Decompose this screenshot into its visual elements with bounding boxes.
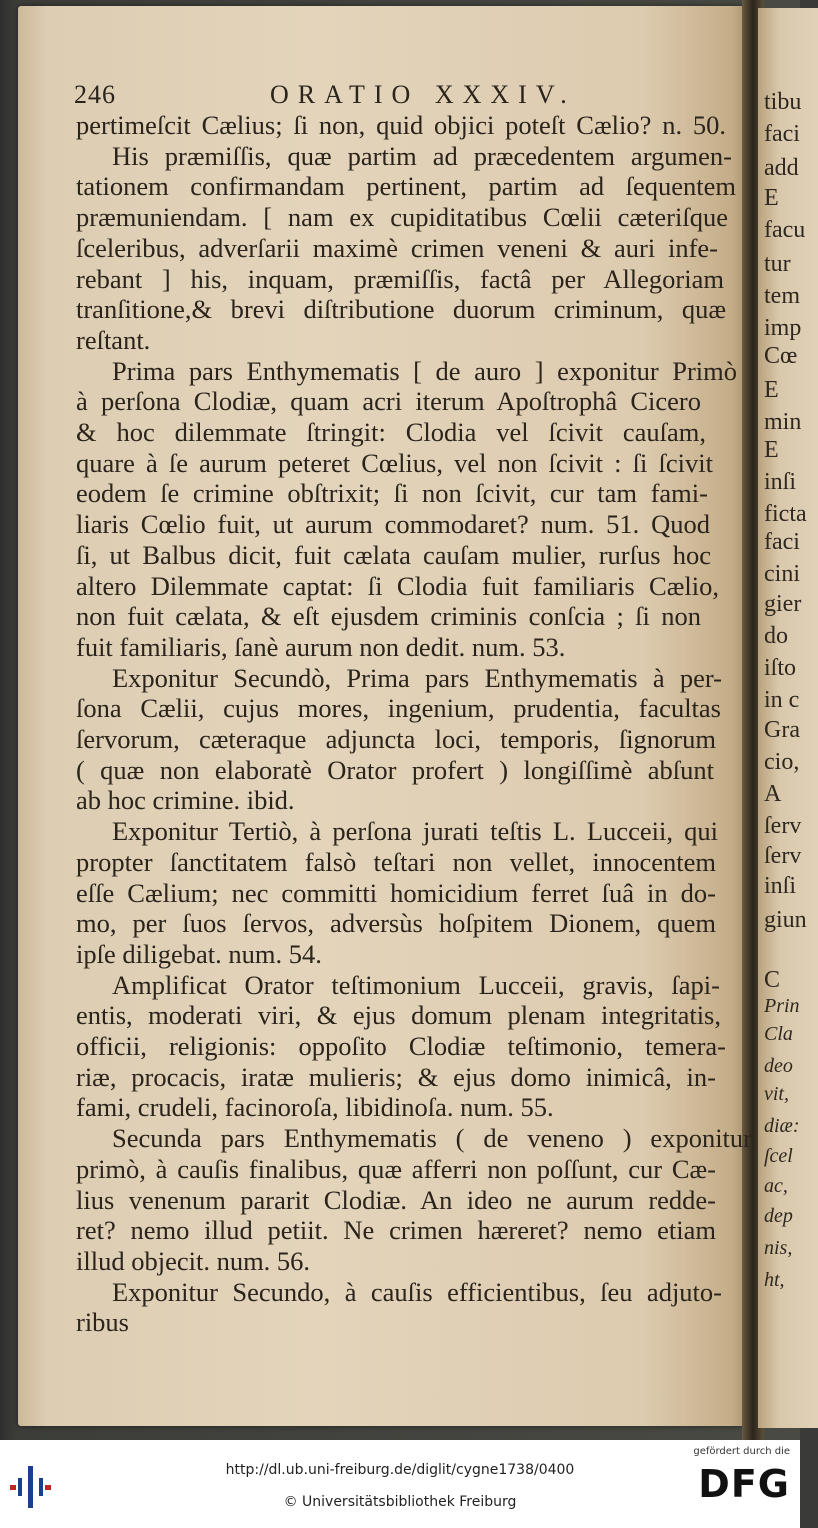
right-page-fragment: inſi [764, 469, 797, 495]
text-line: eſſe Cælium; nec committi homicidium ferret ſuâ in do- [76, 877, 716, 908]
text-line: tationem confirmandam pertinent, partim ad ſequentem [76, 171, 736, 202]
right-page-fragment: inſi [764, 873, 797, 899]
right-page-fragment: imp [764, 315, 802, 341]
right-page-fragment: tur [764, 251, 791, 277]
text-line: His præmiſſis, quæ partim ad præcedentem argumen- [112, 140, 732, 171]
right-page-fragment: Cœ [764, 343, 798, 369]
text-line: riæ, procacis, iratæ mulieris; & ejus domo inimicâ, in- [76, 1061, 716, 1092]
right-page-fragment: ht, [764, 1269, 785, 1291]
text-line: tranſitione,& brevi diſtributione duorum criminum, quæ [76, 294, 726, 325]
right-page-fragment: facu [764, 217, 806, 243]
text-line: altero Dilemmate captat: ſi Clodia fuit familiaris Cælio, [76, 570, 719, 601]
right-page-fragment: in c [764, 687, 800, 713]
text-line: Exponitur Secundò, Prima pars Enthymematis à per- [112, 662, 722, 693]
right-page-fragment: tibu [764, 89, 802, 115]
text-line: fami, crudeli, facinoroſa, libidinoſa. num. 55. [76, 1092, 554, 1123]
right-page-fragment: cini [764, 561, 800, 587]
right-page-fragment: faci [764, 121, 800, 147]
right-page-fragment: deo [764, 1055, 793, 1077]
text-line: rebant ] his, inquam, præmiſſis, factâ per Allegoriam [76, 263, 724, 294]
right-page-fragment: tem [764, 283, 800, 309]
right-page-fragment: ſerv [764, 843, 802, 869]
text-line: lius venenum pararit Clodiæ. An ideo ne aurum redde- [76, 1184, 716, 1215]
text-line: propter ſanctitatem falsò teſtari non vellet, innocentem [76, 846, 716, 877]
text-line: ſervorum, cæteraque adjuncta loci, temporis, ſignorum [76, 724, 716, 754]
text-line: entis, moderati viri, & ejus domum plenam integritatis, [76, 1000, 721, 1031]
right-page-fragment: ſcel [764, 1145, 793, 1167]
right-page-fragment: diæ: [764, 1115, 800, 1137]
page-number: 246 [74, 80, 116, 109]
right-page-fragment: Gra [764, 717, 800, 743]
text-line: ſceleribus, adverſarii maximè crimen veneni & auri infe- [76, 232, 718, 263]
right-page-fragment: gier [764, 591, 802, 617]
running-title: ORATIO XXXIV. [270, 80, 576, 109]
right-page-fragment: E [764, 437, 779, 463]
text-line: illud objecit. num. 56. [76, 1245, 311, 1276]
text-line: primò, à cauſis finalibus, quæ afferri non poſſunt, cur Cæ- [76, 1153, 716, 1184]
right-page-fragment: E [764, 185, 779, 211]
viewer-footer [0, 1440, 800, 1528]
text-line: pertimeſcit Cælius; ſi non, quid objici poteſt Cælio? n. 50. [76, 110, 726, 140]
text-line: à perſona Clodiæ, quam acri iterum Apoſtrophâ Cicero [76, 386, 701, 417]
text-line: Exponitur Secundo, à cauſis efficientibus, ſeu adjuto- [112, 1276, 722, 1307]
right-page-fragment: iſto [764, 655, 797, 681]
text-line: ret? nemo illud petiit. Ne crimen hæreret? nemo etiam [76, 1215, 716, 1246]
text-line: ( quæ non elaboratè Orator profert ) longiſſimè abſunt [76, 754, 714, 785]
text-line: & hoc dilemmate ſtringit: Clodia vel ſcivit cauſam, [76, 417, 706, 447]
right-page-fragment: vit, [764, 1083, 789, 1105]
document-url-link[interactable]: http://dl.ub.uni-freiburg.de/diglit/cygne1738/0400 [225, 1462, 575, 1478]
right-page-fragment: A [764, 781, 782, 807]
text-line: liaris Cœlio fuit, ut aurum commodaret? num. 51. Quod [76, 509, 710, 540]
text-line: reſtant. [76, 324, 151, 355]
right-page-fragment: ac, [764, 1175, 788, 1197]
text-line: eodem ſe crimine obſtrixit; ſi non ſcivit, cur tam fami- [76, 478, 708, 509]
text-line: ipſe diligebat. num. 54. [76, 938, 322, 969]
text-line: Secunda pars Enthymematis ( de veneno ) exponitur [112, 1123, 752, 1154]
right-page-fragment: Cla [764, 1023, 793, 1045]
text-line: ſona Cælii, cujus mores, ingenium, prudentia, facultas [76, 693, 721, 724]
text-line: Exponitur Tertiò, à perſona jurati teſtis L. Lucceii, qui [112, 816, 718, 847]
right-page-fragment: E [764, 377, 779, 403]
right-page-fragment: ſerv [764, 813, 802, 839]
text-line: ab hoc crimine. ibid. [76, 785, 295, 816]
right-page-fragment: Prin [764, 995, 800, 1017]
right-page-fragment: min [764, 409, 802, 435]
text-line: quare à ſe aurum peteret Cœlius, vel non ſcivit : ſi ſcivit [76, 447, 713, 478]
text-line: ribus [76, 1307, 129, 1338]
copyright-text: © Universitätsbibliothek Freiburg [283, 1494, 517, 1510]
right-page-fragment: cio, [764, 749, 800, 775]
text-line: mo, per ſuos ſervos, adversùs hoſpitem Dionem, quem [76, 908, 716, 939]
right-page-fragment: dep [764, 1205, 793, 1227]
text-line: ſi, ut Balbus dicit, fuit cælata cauſam mulier, rurſus hoc [76, 539, 711, 570]
text-line: præmuniendam. [ nam ex cupiditatibus Cœlii cæteriſque [76, 202, 728, 233]
sponsor-label: gefördert durch die [693, 1446, 790, 1457]
right-page-fragment: C [764, 967, 781, 993]
right-page-fragment: faci [764, 529, 800, 555]
dfg-logo: DFG [698, 1462, 790, 1506]
right-page-fragment: nis, [764, 1237, 793, 1259]
right-page-fragment: do [764, 623, 788, 649]
text-line: non fuit cælata, & eſt ejusdem criminis conſcia ; ſi non [76, 601, 701, 632]
text-line: Prima pars Enthymematis [ de auro ] exponitur Primò [112, 355, 737, 386]
text-line: officii, religionis: oppoſito Clodiæ teſtimonio, temera- [76, 1031, 726, 1061]
text-line: fuit familiaris, ſanè aurum non dedit. num. 53. [76, 631, 566, 662]
text-line: Amplificat Orator teſtimonium Lucceii, gravis, ſapi- [112, 969, 720, 1000]
right-page-fragment: giun [764, 907, 807, 933]
right-page-fragment: add [764, 155, 799, 181]
right-page-fragment: ficta [764, 501, 807, 527]
